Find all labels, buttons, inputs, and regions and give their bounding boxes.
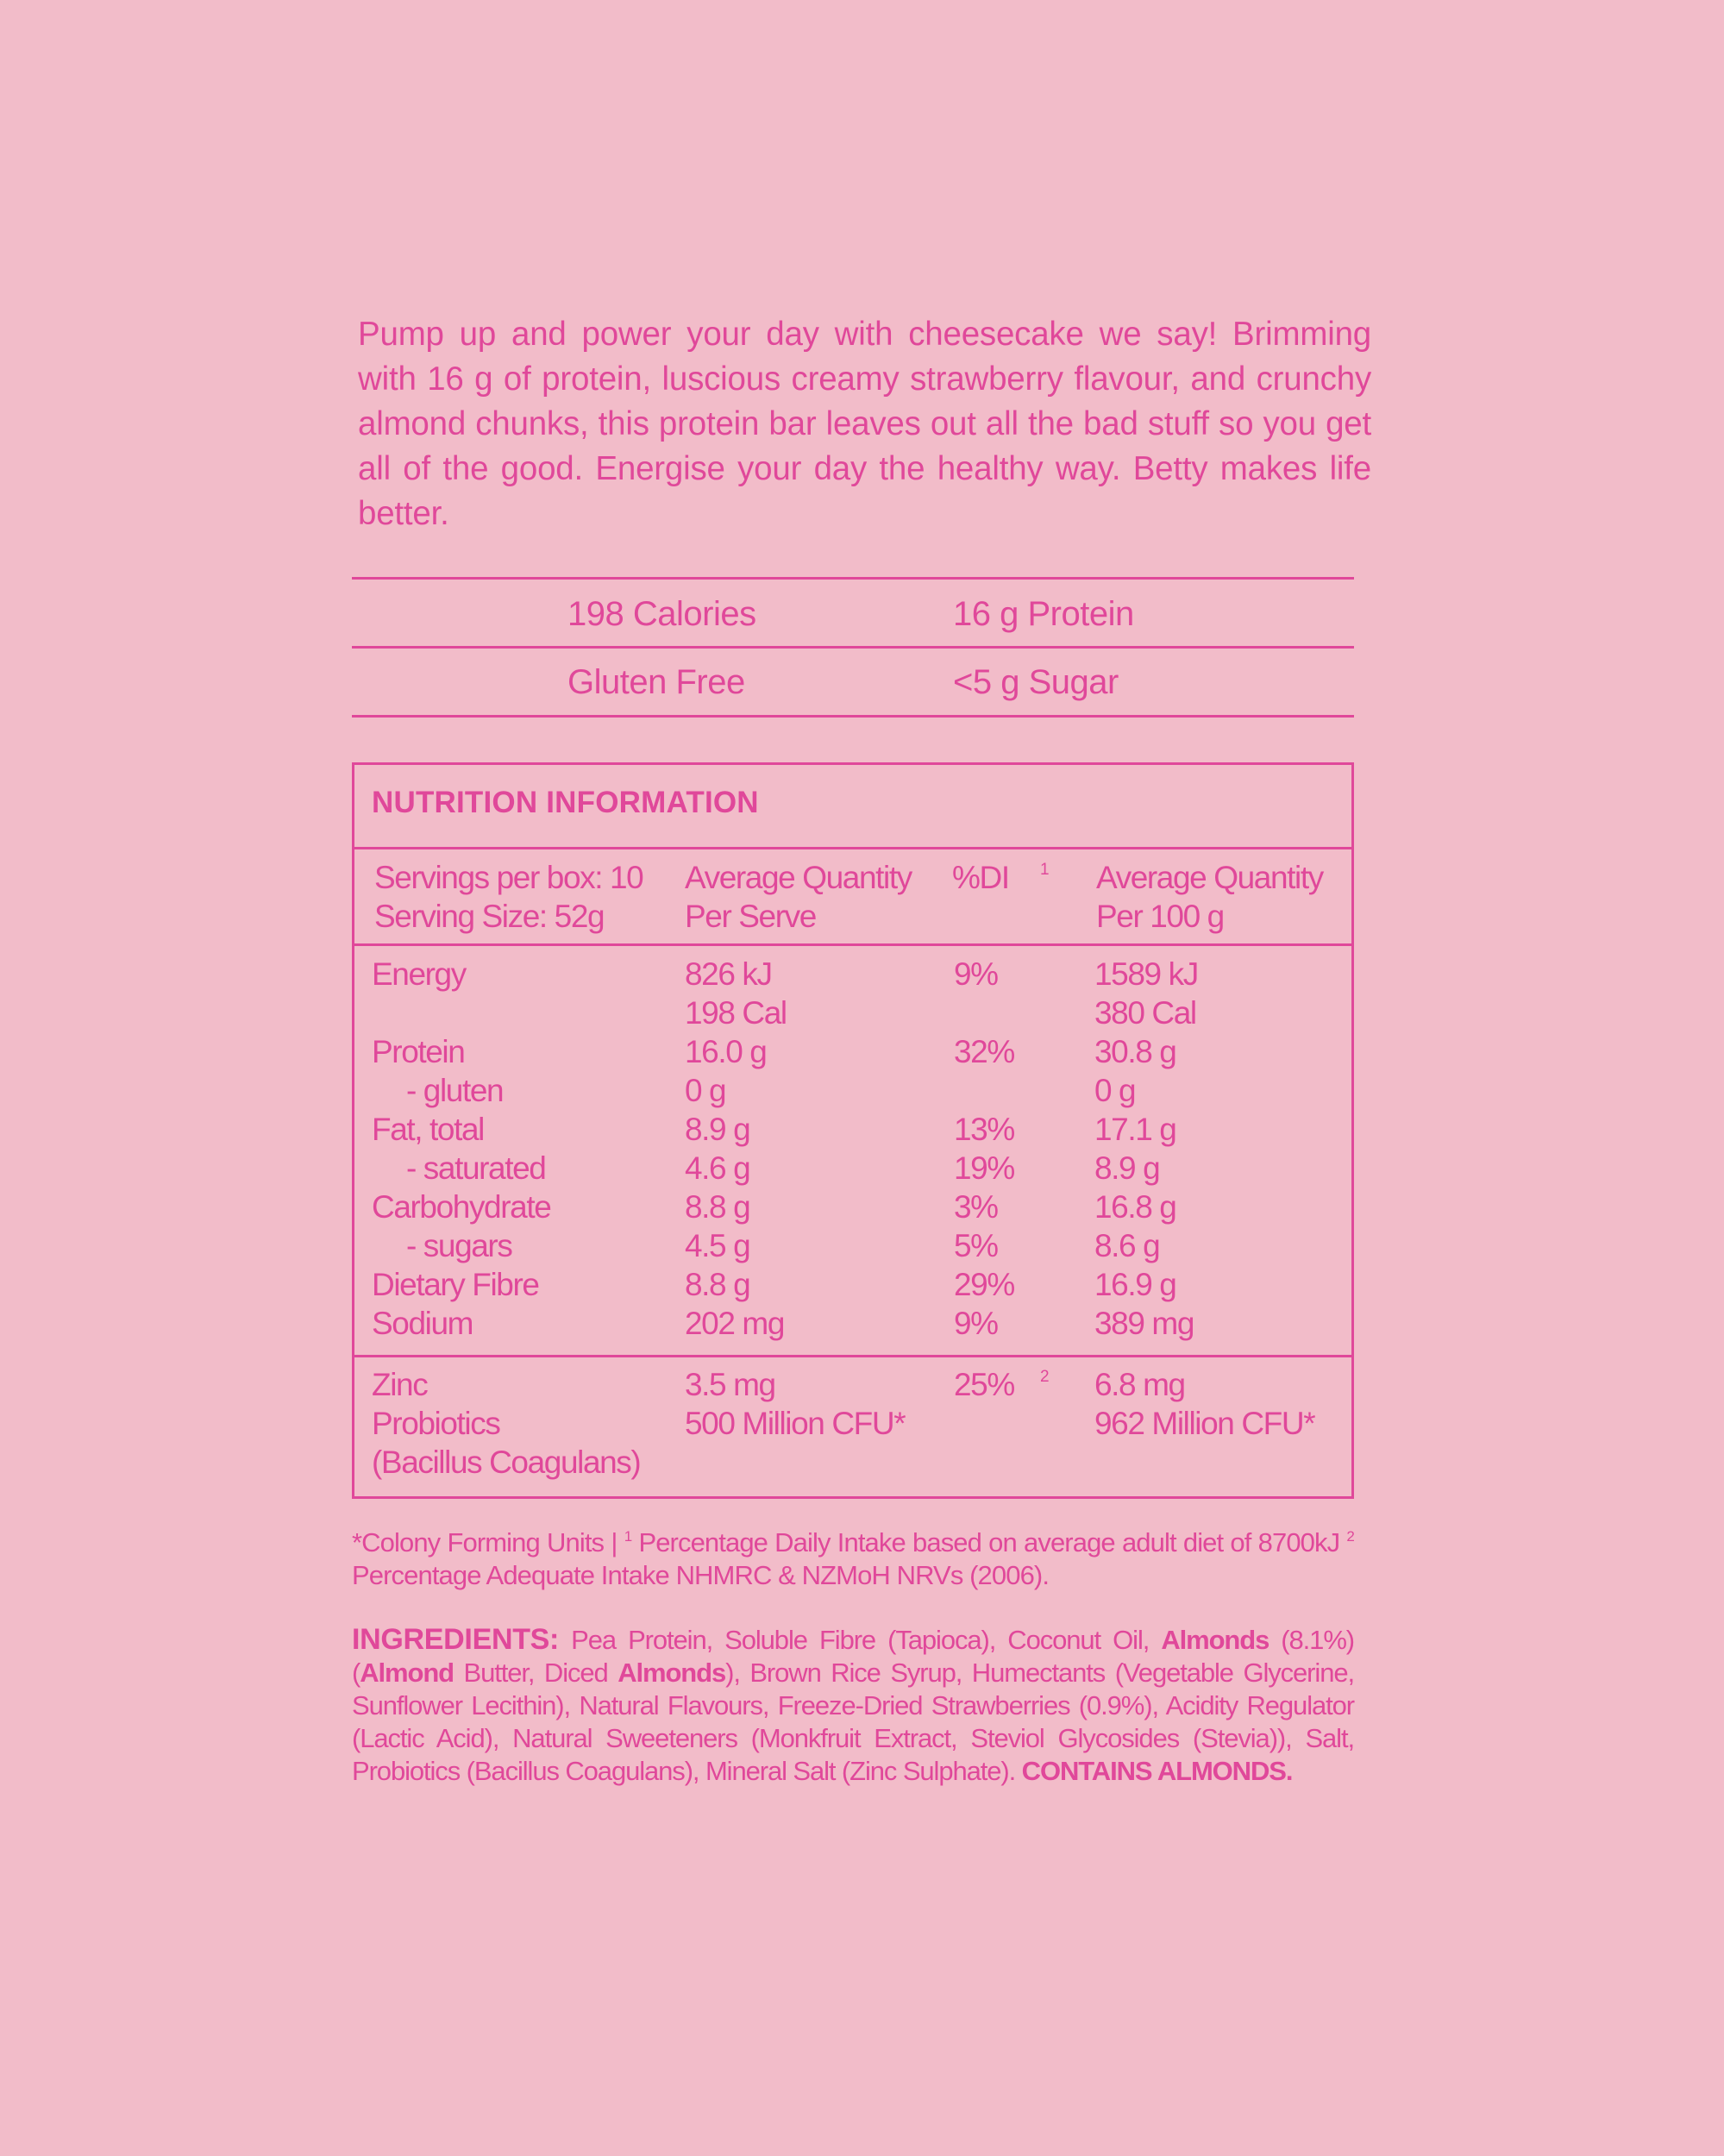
ingredients-text-2: (8.1%) ( bbox=[352, 1625, 1355, 1688]
nutrient-per-100: 16.9 g bbox=[1094, 1267, 1176, 1302]
footnote-mark-2: 2 bbox=[1346, 1528, 1354, 1545]
nutrient-name: Carbohydrate bbox=[372, 1189, 551, 1225]
highlight-calories: 198 Calories bbox=[567, 595, 756, 633]
nutrient-di: 19% bbox=[954, 1150, 1014, 1186]
highlight-gluten-free: Gluten Free bbox=[567, 663, 745, 701]
nutrient-name: Dietary Fibre bbox=[372, 1267, 539, 1302]
footnote-adequate-intake: Percentage Adequate Intake NHMRC & NZMoH NRVs (2006). bbox=[352, 1560, 1050, 1590]
nutrient-per-100: 389 mg bbox=[1094, 1306, 1194, 1341]
nutrient-di: 29% bbox=[954, 1267, 1014, 1302]
nutrient-per-serve: 198 Cal bbox=[685, 995, 787, 1031]
nutrition-rule-header bbox=[354, 943, 1351, 946]
nutrient-name: Sodium bbox=[372, 1306, 473, 1341]
ingredients-text-3: Butter, Diced bbox=[454, 1658, 618, 1688]
nutrient-per-serve: 16.0 g bbox=[685, 1034, 767, 1069]
nutrient-per-serve: 4.5 g bbox=[685, 1228, 750, 1263]
nutrient-name: - saturated bbox=[406, 1150, 546, 1186]
header-avg-100-line2: Per 100 g bbox=[1096, 899, 1224, 934]
nutrient-per-serve: 202 mg bbox=[685, 1306, 785, 1341]
footnote-daily-intake: Percentage Daily Intake based on average adult diet of 8700kJ bbox=[631, 1527, 1347, 1557]
nutrient-di: 5% bbox=[954, 1228, 998, 1263]
nutrient-per-serve: 8.9 g bbox=[685, 1112, 750, 1147]
nutrition-rule-title bbox=[354, 847, 1351, 849]
nutrient-per-serve: 4.6 g bbox=[685, 1150, 750, 1186]
probiotics-per-serve: 500 Million CFU* bbox=[685, 1406, 906, 1441]
nutrient-per-serve: 826 kJ bbox=[685, 956, 772, 992]
nutrition-rule-extra bbox=[354, 1355, 1351, 1357]
probiotics-label: Probiotics bbox=[372, 1406, 500, 1441]
nutrient-name: - gluten bbox=[406, 1073, 504, 1108]
nutrient-name: - sugars bbox=[406, 1228, 512, 1263]
serving-size: Serving Size: 52g bbox=[374, 899, 605, 934]
probiotics-per-100: 962 Million CFU* bbox=[1094, 1406, 1315, 1441]
header-avg-100-line1: Average Quantity bbox=[1096, 860, 1323, 895]
nutrient-per-serve: 8.8 g bbox=[685, 1267, 750, 1302]
allergen-almonds-3: Almonds bbox=[618, 1658, 726, 1688]
allergen-statement: CONTAINS ALMONDS. bbox=[1021, 1756, 1293, 1786]
zinc-footnote-mark: 2 bbox=[1040, 1368, 1050, 1386]
nutrient-per-serve: 0 g bbox=[685, 1073, 726, 1108]
allergen-almonds-1: Almonds bbox=[1161, 1625, 1269, 1655]
product-description: Pump up and power your day with cheesecake we say! Brimming with 16 g of protein, luscious creamy strawberry flavour, and crunchy almond chunks, this protein bar leaves out all the bad stuff so you get all of the good. Energise your day the healthy way. Betty makes life better. bbox=[358, 316, 1371, 532]
highlights-rule-bottom bbox=[352, 715, 1354, 718]
nutrient-per-100: 8.9 g bbox=[1094, 1150, 1160, 1186]
nutrition-footnote bbox=[352, 1526, 1354, 1592]
nutrient-di: 9% bbox=[954, 1306, 998, 1341]
nutrient-per-100: 16.8 g bbox=[1094, 1189, 1176, 1225]
nutrient-name: Fat, total bbox=[372, 1112, 484, 1147]
footnote-cfu: *Colony Forming Units | bbox=[352, 1527, 624, 1557]
footnote-mark-1: 1 bbox=[624, 1528, 632, 1545]
probiotics-strain: (Bacillus Coagulans) bbox=[372, 1445, 641, 1480]
nutrient-di: 32% bbox=[954, 1034, 1014, 1069]
ingredients-text-1: Pea Protein, Soluble Fibre (Tapioca), Coconut Oil, bbox=[559, 1625, 1162, 1655]
nutrient-per-100: 0 g bbox=[1094, 1073, 1136, 1108]
nutrient-per-100: 17.1 g bbox=[1094, 1112, 1176, 1147]
nutrition-panel bbox=[352, 762, 1354, 1499]
nutrient-per-100: 8.6 g bbox=[1094, 1228, 1160, 1263]
ingredients-text-4: ), Brown Rice Syrup, Humectants (Vegetable Glycerine, Sunflower Lecithin), Natural Flavours, Freeze-Dried Strawberries (0.9%), Acidity Regulator (Lactic Acid), Natural Sweeteners (Monkfruit Extract, Steviol Glycosides (Stevia)), Salt, Probiotics (Bacillus Coagulans), Mineral Salt (Zinc Sulphate). bbox=[352, 1658, 1354, 1786]
nutrient-name: Protein bbox=[372, 1034, 465, 1069]
ingredients-list bbox=[352, 1623, 1354, 1788]
highlights-rule-top bbox=[352, 577, 1354, 580]
header-di: %DI bbox=[952, 860, 1009, 895]
ingredients-heading: INGREDIENTS: bbox=[352, 1623, 560, 1656]
highlight-protein: 16 g Protein bbox=[953, 595, 1134, 633]
nutrient-per-100: 30.8 g bbox=[1094, 1034, 1176, 1069]
nutrient-di: 9% bbox=[954, 956, 998, 992]
allergen-almond-2: Almond bbox=[360, 1658, 455, 1688]
nutrient-per-100: 1589 kJ bbox=[1094, 956, 1198, 992]
header-di-footnote-mark: 1 bbox=[1040, 861, 1050, 879]
highlight-sugar: <5 g Sugar bbox=[953, 663, 1119, 701]
zinc-label: Zinc bbox=[372, 1367, 428, 1402]
highlights-rule-middle bbox=[352, 646, 1354, 649]
nutrient-di: 3% bbox=[954, 1189, 998, 1225]
nutrition-title: NUTRITION INFORMATION bbox=[372, 786, 759, 819]
zinc-per-100: 6.8 mg bbox=[1094, 1367, 1185, 1402]
nutrient-per-serve: 8.8 g bbox=[685, 1189, 750, 1225]
zinc-per-serve: 3.5 mg bbox=[685, 1367, 775, 1402]
header-avg-serve-line1: Average Quantity bbox=[685, 860, 912, 895]
nutrient-di: 13% bbox=[954, 1112, 1014, 1147]
servings-per-box: Servings per box: 10 bbox=[374, 860, 643, 895]
header-avg-serve-line2: Per Serve bbox=[685, 899, 816, 934]
nutrient-name: Energy bbox=[372, 956, 466, 992]
zinc-di: 25% bbox=[954, 1367, 1014, 1402]
nutrient-per-100: 380 Cal bbox=[1094, 995, 1196, 1031]
